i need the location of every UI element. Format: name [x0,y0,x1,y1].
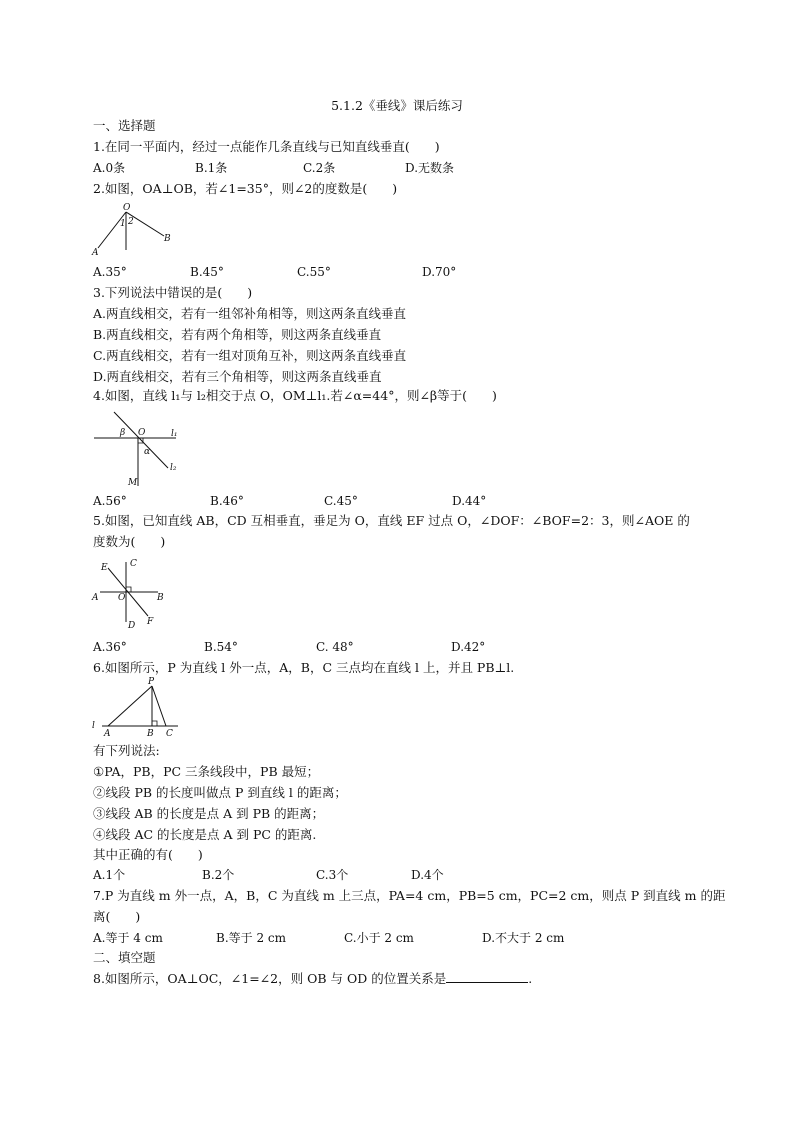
q5-option-b: B.54° [204,640,238,654]
q2-label-o: O [123,203,131,213]
q4-option-b: B.46° [210,494,244,508]
section-heading-choice: 一、选择题 [93,118,156,133]
q2-label-1: 1 [120,219,126,229]
question-3-stem: 3.下列说法中错误的是( ) [93,285,253,300]
q1-option-c: C.2条 [303,161,336,175]
q6-statement-1: ①PA，PB，PC 三条线段中，PB 最短； [93,764,320,779]
q8-answer-blank[interactable] [446,971,528,983]
q4-label-alpha: α [144,447,151,457]
q5-label-e: E [101,563,108,573]
q6-label-b: B [147,729,154,739]
q4-label-l1: l₁ [171,429,178,439]
question-7-stem-line1: 7.P 为直线 m 外一点，A，B，C 为直线 m 上三点，PA=4 cm，PB=5 cm，PC=2 cm，则点 P 到直线 m 的距 [93,888,726,903]
q2-label-b: B [164,234,171,244]
q2-option-b: B.45° [190,265,224,279]
q1-option-b: B.1条 [195,161,228,175]
q6-figure [90,676,190,740]
question-4-stem: 4.如图，直线 l₁与 l₂相交于点 O，OM⊥l₁.若∠α=44°，则∠β等于( ) [93,388,497,403]
q3-option-b: B.两直线相交，若有两个角相等，则这两条直线垂直 [93,327,382,342]
q7-option-b: B.等于 2 cm [216,931,286,945]
question-5-stem-line1: 5.如图，已知直线 AB，CD 互相垂直，垂足为 O，直线 EF 过点 O，∠DOF：∠BOF=2：3，则∠AOE 的 [93,513,690,528]
section-heading-fill: 二、填空题 [93,950,156,965]
q1-option-d: D.无数条 [405,161,455,175]
q5-option-a: A.36° [93,640,127,654]
q2-option-a: A.35° [93,265,127,279]
q4-option-c: C.45° [324,494,358,508]
question-8-end: . [528,971,533,986]
q2-option-c: C.55° [297,265,331,279]
q5-label-b: B [157,593,164,603]
q6-option-b: B.2个 [202,868,235,882]
q6-option-d: D.4个 [411,868,444,882]
q4-option-d: D.44° [452,494,487,508]
question-2-stem: 2.如图，OA⊥OB，若∠1=35°，则∠2的度数是( ) [93,181,398,196]
q5-figure [90,556,180,630]
q6-ask: 其中正确的有( ) [93,847,203,862]
q5-label-f: F [147,617,154,627]
question-1-stem: 1.在同一平面内，经过一点能作几条直线与已知直线垂直( ) [93,139,440,154]
q6-label-l: l [92,721,95,731]
page-title: 5.1.2《垂线》课后练习 [331,98,463,113]
q6-statement-2: ②线段 PB 的长度叫做点 P 到直线 l 的距离； [93,785,347,800]
q6-lead: 有下列说法: [93,743,160,758]
q3-option-c: C.两直线相交，若有一组对顶角互补，则这两条直线垂直 [93,348,407,363]
question-6-stem: 6.如图所示，P 为直线 l 外一点，A，B，C 三点均在直线 l 上，并且 PB⊥l. [93,660,515,675]
q4-label-o: O [138,428,146,438]
q3-option-d: D.两直线相交，若有三个角相等，则这两条直线垂直 [93,369,382,384]
q4-label-m: M [128,478,138,488]
q6-statement-4: ④线段 AC 的长度是点 A 到 PC 的距离. [93,827,317,842]
q5-option-c: C. 48° [316,640,354,654]
question-8 [93,971,532,987]
q3-option-a: A.两直线相交，若有一组邻补角相等，则这两条直线垂直 [93,306,407,321]
question-7-stem-line2: 离( ) [93,909,141,924]
q7-option-d: D.不大于 2 cm [482,931,565,945]
q6-label-c: C [166,729,173,739]
q2-option-d: D.70° [422,265,457,279]
q6-option-c: C.3个 [316,868,349,882]
q4-option-a: A.56° [93,494,127,508]
q1-option-a: A.0条 [93,161,126,175]
q5-label-o: O [118,593,126,603]
q7-option-a: A.等于 4 cm [93,931,163,945]
question-8-stem: 8.如图所示，OA⊥OC，∠1=∠2，则 OB 与 OD 的位置关系是 [93,971,447,986]
q5-option-d: D.42° [451,640,486,654]
question-5-stem-line2: 度数为( ) [93,534,166,549]
q7-option-c: C.小于 2 cm [344,931,414,945]
q4-figure [90,410,190,488]
q6-statement-3: ③线段 AB 的长度是点 A 到 PB 的距离； [93,806,325,821]
q6-label-p: P [148,677,155,687]
q5-label-c: C [130,559,137,569]
q6-label-a: A [104,729,111,739]
q6-option-a: A.1个 [93,868,126,882]
q2-label-a: A [92,248,99,258]
q5-label-a: A [92,593,99,603]
q2-figure [88,200,188,260]
q2-label-2: 2 [128,217,134,227]
q5-label-d: D [128,621,136,631]
q4-label-beta: β [120,428,126,438]
q4-label-l2: l₂ [170,463,177,473]
